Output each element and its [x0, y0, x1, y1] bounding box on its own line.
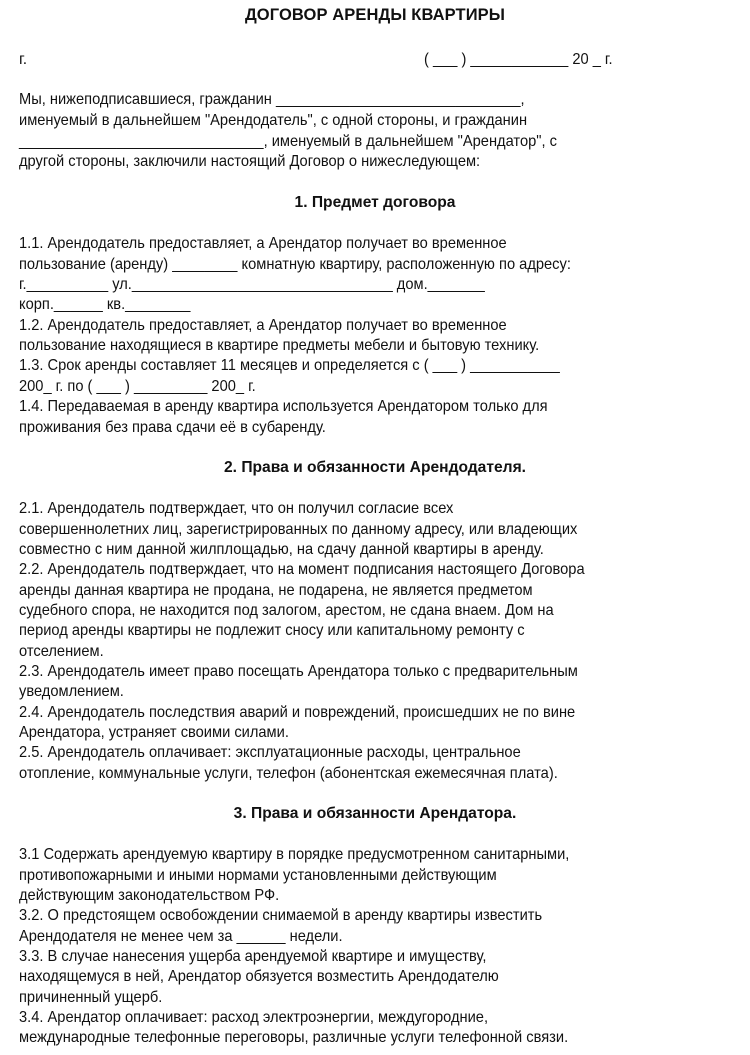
clause-line: 3.3. В случае нанесения ущерба арендуемой квартире и имуществу,: [19, 948, 487, 965]
preamble-line: другой стороны, заключили настоящий Договор о нижеследующем:: [19, 153, 481, 170]
section-heading-2: 2. Права и обязанности Арендодателя.: [223, 459, 526, 476]
clause-line: 1.1. Арендодатель предоставляет, а Арендатор получает во временное: [19, 235, 507, 252]
date-field: ( ___ ) ____________ 20 _ г.: [424, 51, 613, 68]
clause-line: 2.1. Арендодатель подтверждает, что он получил согласие всех: [19, 500, 454, 517]
clause-line: совместно с ним данной жилплощадью, на сдачу данной квартиры в аренду.: [19, 541, 544, 558]
section-heading-3: 3. Права и обязанности Арендатора.: [233, 805, 517, 822]
section-heading-1: 1. Предмет договора: [294, 194, 456, 211]
clause-line: 3.4. Арендатор оплачивает: расход электроэнергии, междугородние,: [19, 1009, 489, 1026]
clause-line: международные телефонные переговоры, различные услуги телефонной связи.: [19, 1029, 569, 1046]
clause-line: проживания без права сдачи её в субаренду.: [19, 419, 326, 436]
clause-line: пользование находящиеся в квартире предметы мебели и бытовую технику.: [19, 337, 540, 354]
preamble-line: Мы, нижеподписавшиеся, гражданин ______________________________,: [19, 91, 525, 108]
clause-line: 1.2. Арендодатель предоставляет, а Арендатор получает во временное: [19, 317, 507, 334]
clause-line: Арендатора, устраняет своими силами.: [19, 724, 289, 741]
city-field: г.: [19, 51, 28, 68]
clause-line: 2.5. Арендодатель оплачивает: эксплуатационные расходы, центральное: [19, 744, 521, 761]
clause-line: отселением.: [19, 643, 104, 660]
clause-line: аренды данная квартира не продана, не подарена, не является предметом: [19, 582, 533, 599]
preamble-line: именуемый в дальнейшем "Арендодатель", с одной стороны, и гражданин: [19, 112, 528, 129]
clause-line: 3.2. О предстоящем освобождении снимаемой в аренду квартиры известить: [19, 907, 543, 924]
clause-line: 200_ г. по ( ___ ) _________ 200_ г.: [19, 378, 256, 395]
clause-line: 1.3. Срок аренды составляет 11 месяцев и определяется с ( ___ ) ___________: [19, 357, 560, 374]
clause-line: пользование (аренду) ________ комнатную квартиру, расположенную по адресу:: [19, 256, 571, 273]
clause-line: 2.2. Арендодатель подтверждает, что на момент подписания настоящего Договора: [19, 561, 585, 578]
clause-line: корп.______ кв.________: [19, 296, 191, 313]
clause-line: отопление, коммунальные услуги, телефон (абонентская ежемесячная плата).: [19, 765, 558, 782]
clause-line: 2.3. Арендодатель имеет право посещать Арендатора только с предварительным: [19, 663, 578, 680]
clause-line: находящемуся в ней, Арендатор обязуется возместить Арендодателю: [19, 968, 499, 985]
clause-line: г.__________ ул.________________________________ дом._______: [19, 276, 485, 293]
clause-line: причиненный ущерб.: [19, 989, 163, 1006]
clause-line: период аренды квартиры не подлежит сносу или капитальному ремонту с: [19, 622, 525, 639]
clause-line: 1.4. Передаваемая в аренду квартира используется Арендатором только для: [19, 398, 548, 415]
clause-line: Арендодателя не менее чем за ______ недели.: [19, 928, 343, 945]
clause-line: действующим законодательством РФ.: [19, 887, 280, 904]
clause-line: совершеннолетних лиц, зарегистрированных по данному адресу, или владеющих: [19, 521, 578, 538]
preamble-line: ______________________________, именуемый в дальнейшем "Арендатор", с: [19, 133, 557, 150]
clause-line: 2.4. Арендодатель последствия аварий и повреждений, происшедших не по вине: [19, 704, 576, 721]
document-title: ДОГОВОР АРЕНДЫ КВАРТИРЫ: [244, 6, 506, 24]
clause-line: противопожарными и иными нормами установленными действующим: [19, 867, 497, 884]
clause-line: уведомлением.: [19, 683, 124, 700]
clause-line: судебного спора, не находится под залогом, арестом, не сдана внаем. Дом на: [19, 602, 554, 619]
clause-line: 3.1 Содержать арендуемую квартиру в порядке предусмотренном санитарными,: [19, 846, 570, 863]
